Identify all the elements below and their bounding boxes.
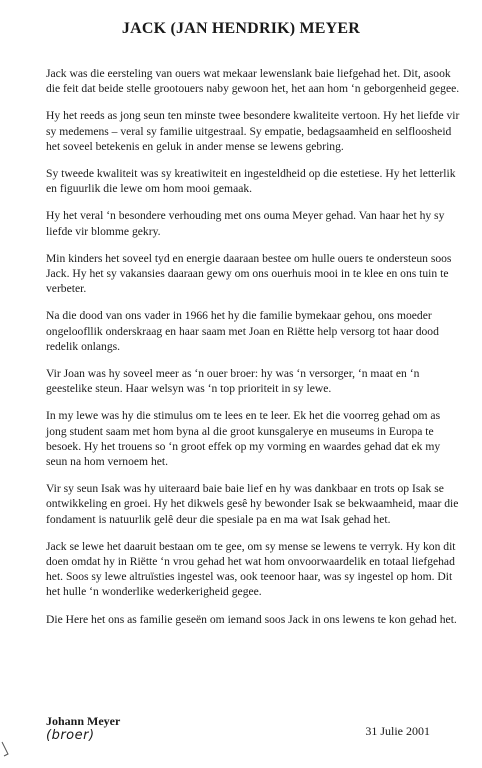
signature-date: 31 Julie 2001 [365,724,430,738]
paragraph: In my lewe was hy die stimulus om te lees en te leer. Ek het die voorreg gehad om as jong student saam met hom byna al die groot kunsgalerye en museums in Europa te besoek. Hy het trouens so ‘n groot effek op my vorming en waardes gehad dat ek my seun na hom vernoem het. [46,409,441,469]
paragraph: Jack se lewe het daaruit bestaan om te gee, om sy mense se lewens te verryk. Hy kon dit doen omdat hy in Riëtte ‘n vrou gehad het wat hom onvoorwaardelik en totaal liefgehad het. Soos sy lewe altruïsties ingestel was, ook teenoor haar, was sy ingestel op hom. Dit het hulle ‘n wonderlike wederkerigheid gegee. [46,539,456,599]
paragraph: Die Here het ons as familie geseën om iemand soos Jack in ons lewens te kon gehad het. [46,612,457,626]
margin-mark [0,740,14,758]
signature-name: Johann Meyer [46,714,121,728]
paragraph: Vir sy seun Isak was hy uiteraard baie baie lief en hy was dankbaar en trots op Isak se ontwikkeling en groei. Hy het dikwels gesê hy bewonder Isak se bekwaamheid, maar die fondament is natuurlik gelê deur die spesiale pa en ma wat Isak gehad het. [46,482,459,526]
document-body [46,66,460,639]
paragraph: Na die dood van ons vader in 1966 het hy die familie bymekaar gehou, ons moeder ongeloofllik onderskraag en haar saam met Joan en Riëtte help versorg tot haar dood redelik onlangs. [46,309,439,353]
document-title: JACK (JAN HENDRIK) MEYER [121,20,361,37]
signature-relation-handwritten: (broer) [46,728,95,743]
paragraph: Vir Joan was hy soveel meer as ‘n ouer broer: hy was ‘n versorger, ‘n maat en ‘n geestelike steun. Haar welsyn was ‘n top prioriteit in sy lewe. [46,367,420,396]
paragraph: Hy het reeds as jong seun ten minste twee besondere kwaliteite vertoon. Hy het liefde vir sy medemens – veral sy familie uitgestraal. Sy empatie, bedagsaamheid en selfloosheid het soveel betekenis en geluk in ander mense se lewens gebring. [46,109,460,153]
paragraph: Jack was die eersteling van ouers wat mekaar lewenslank baie liefgehad het. Dit, asook die feit dat beide stelle grootouers naby gewoon het, het aan hom ‘n geborgenheid gegee. [46,67,460,96]
paragraph: Hy het veral ‘n besondere verhouding met ons ouma Meyer gehad. Van haar het hy sy liefde vir blomme gekry. [46,209,445,238]
paragraph: Min kinders het soveel tyd en energie daaraan bestee om hulle ouers te ondersteun soos Jack. Hy het sy vakansies daaraan gewy om ons ouerhuis mooi in te klee en ons tuin te verbeter. [46,251,452,296]
paragraph: Sy tweede kwaliteit was sy kreatiwiteit en ingesteldheid op die estetiese. Hy het letterlik en figuurlik die lewe om hom mooi gemaak. [46,167,456,196]
